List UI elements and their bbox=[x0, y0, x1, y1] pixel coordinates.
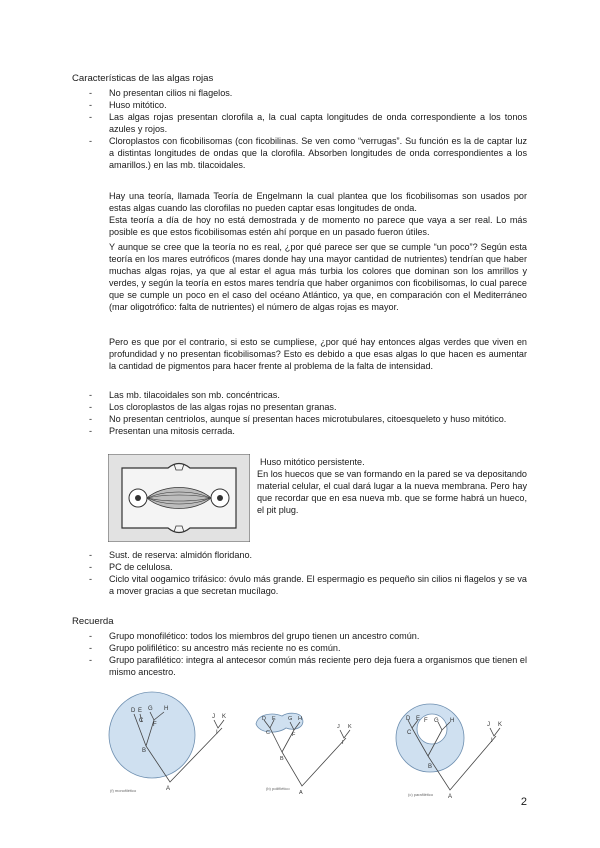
label-g: G bbox=[434, 718, 439, 724]
label-g: G bbox=[148, 706, 153, 712]
list-item: - Grupo polifilético: su ancestro más reciente no es común. bbox=[72, 642, 527, 654]
label-k: K bbox=[348, 724, 352, 730]
red-algae-list-c bbox=[72, 549, 527, 597]
list-item: - Ciclo vital oogamico trifásico: óvulo más grande. El espermagio es pequeño sin cilios ni flagelos y se va a mover gracias a que secretan mucílago. bbox=[72, 573, 527, 597]
label-a: A bbox=[166, 786, 171, 792]
label-c: C bbox=[139, 718, 144, 724]
polyphyletic-diagram bbox=[252, 710, 362, 798]
label-j: J bbox=[487, 722, 490, 728]
label-k: K bbox=[498, 722, 503, 728]
label-f: F bbox=[153, 722, 157, 728]
diagram-caption: (c) parafilético bbox=[408, 792, 434, 797]
list-item: - Las mb. tilacoidales son mb. concéntricas. bbox=[72, 389, 527, 401]
list-item: - Las algas rojas presentan clorofila a, la cual capta longitudes de onda correspondiente a los tonos azules y rojos. bbox=[72, 111, 527, 135]
label-j: J bbox=[337, 724, 340, 730]
list-item: - No presentan cilios ni flagelos. bbox=[72, 87, 527, 99]
section-title-recuerda: Recuerda bbox=[72, 616, 114, 627]
label-h: H bbox=[298, 716, 302, 722]
paragraph-green-algae: Pero es que por el contrario, si esto se cumpliese, ¿por qué hay entonces algas verdes que viven en profundidad y no presentan ficobilisomas? Esto es debido a que esas algas lo que hacen es aumentar la cantidad de pigmentos para hacer frente al problema de la falta de intensidad. bbox=[109, 337, 527, 371]
red-algae-list-a bbox=[72, 87, 527, 171]
paragraph-engelmann: Hay una teoría, llamada Teoría de Engelmann la cual plantea que los ficobilisomas son usados por estas algas cuando las clorofilas no pueden captar esas longitudes de onda. bbox=[109, 191, 527, 213]
recuerda-list bbox=[72, 630, 527, 678]
label-e: E bbox=[138, 708, 143, 714]
label-a: A bbox=[299, 790, 303, 796]
label-a: A bbox=[448, 794, 453, 800]
label-b: B bbox=[428, 764, 433, 770]
label-j: J bbox=[212, 714, 215, 720]
label-i: I bbox=[491, 738, 493, 744]
label-b: B bbox=[280, 756, 284, 762]
label-i: I bbox=[216, 730, 218, 736]
paragraph-why-true: Y aunque se cree que la teoría no es real, ¿por qué parece ser que se cumple “un poco”? Según esta teoría en los mares eutróficos (mares donde hay una mayor cantidad de nutrientes) tendrían que haber muchas algas rojas, ya que al estar el agua más turbia los colores que dominan son los amrillos y verdes, y según la teoría en estos mares tendría que haber organimos con ficobilisomas, lo cual parece que se cumple un poco en el caso del océano Atlántico, ya que, en comparación con el Mediterráneo (mar oligotrófico: falta de nutrientes) el número de algas rojas es mayor. bbox=[109, 242, 527, 312]
label-c: C bbox=[407, 730, 412, 736]
monophyletic-diagram bbox=[106, 690, 236, 800]
list-item: - PC de celulosa. bbox=[72, 561, 527, 573]
figure-caption-text: En los huecos que se van formando en la pared se va depositando material celular, el cual dará lugar a la nueva membrana. Pero hay que recordar que en esa nueva mb. que se forme habrá un hueco, el pit plug. bbox=[257, 469, 527, 515]
label-f: F bbox=[424, 718, 428, 724]
label-b: B bbox=[142, 748, 147, 754]
list-item: - Cloroplastos con ficobilisomas (con ficobilinas. Se ven como “verrugas”. Su función es la de captar luz a distintas longitudes de ondas que la clorofila. Absorben longitudes de onda correspondientes a los amarillos.) en las mb. tilacoidales. bbox=[72, 135, 527, 171]
label-d: D bbox=[406, 716, 411, 722]
diagram-caption: (f) monofilético bbox=[110, 788, 137, 793]
paragraph-not-demonstrated: Esta teoría a día de hoy no está demostrada y de momento no parece que vaya a ser real. Lo más posible es que estos ficobilisomas estén ahí porque en un pasado fueron útiles. bbox=[109, 215, 527, 237]
figure-caption-title: Huso mitótico persistente. bbox=[260, 457, 365, 467]
red-algae-list-b bbox=[72, 389, 527, 437]
label-e: E bbox=[272, 716, 276, 722]
paraphyletic-diagram bbox=[392, 700, 517, 800]
label-e: E bbox=[416, 716, 421, 722]
closed-mitosis-figure bbox=[108, 454, 250, 542]
label-c: C bbox=[266, 730, 270, 736]
list-item: - No presentan centriolos, aunque sí presentan haces microtubulares, citoesqueleto y huso mitótico. bbox=[72, 413, 527, 425]
label-d: D bbox=[131, 708, 136, 714]
label-g: G bbox=[288, 716, 293, 722]
list-item: - Presentan una mitosis cerrada. bbox=[72, 425, 527, 437]
list-item: - Grupo parafilético: integra al antecesor común más reciente pero deja fuera a organismos que tienen el mismo ancestro. bbox=[72, 654, 527, 678]
label-h: H bbox=[164, 706, 169, 712]
page-number: 2 bbox=[520, 796, 527, 808]
label-d: D bbox=[262, 716, 266, 722]
list-item: - Grupo monofilético: todos los miembros del grupo tienen un ancestro común. bbox=[72, 630, 527, 642]
label-k: K bbox=[222, 714, 227, 720]
section-title-red-algae: Características de las algas rojas bbox=[72, 73, 214, 84]
list-item: - Huso mitótico. bbox=[72, 99, 527, 111]
label-i: I bbox=[342, 740, 344, 746]
diagram-caption: (b) polifilético bbox=[266, 786, 290, 791]
label-f: F bbox=[292, 732, 296, 738]
list-item: - Los cloroplastos de las algas rojas no presentan granas. bbox=[72, 401, 527, 413]
label-h: H bbox=[450, 718, 455, 724]
list-item: - Sust. de reserva: almidón floridano. bbox=[72, 549, 527, 561]
